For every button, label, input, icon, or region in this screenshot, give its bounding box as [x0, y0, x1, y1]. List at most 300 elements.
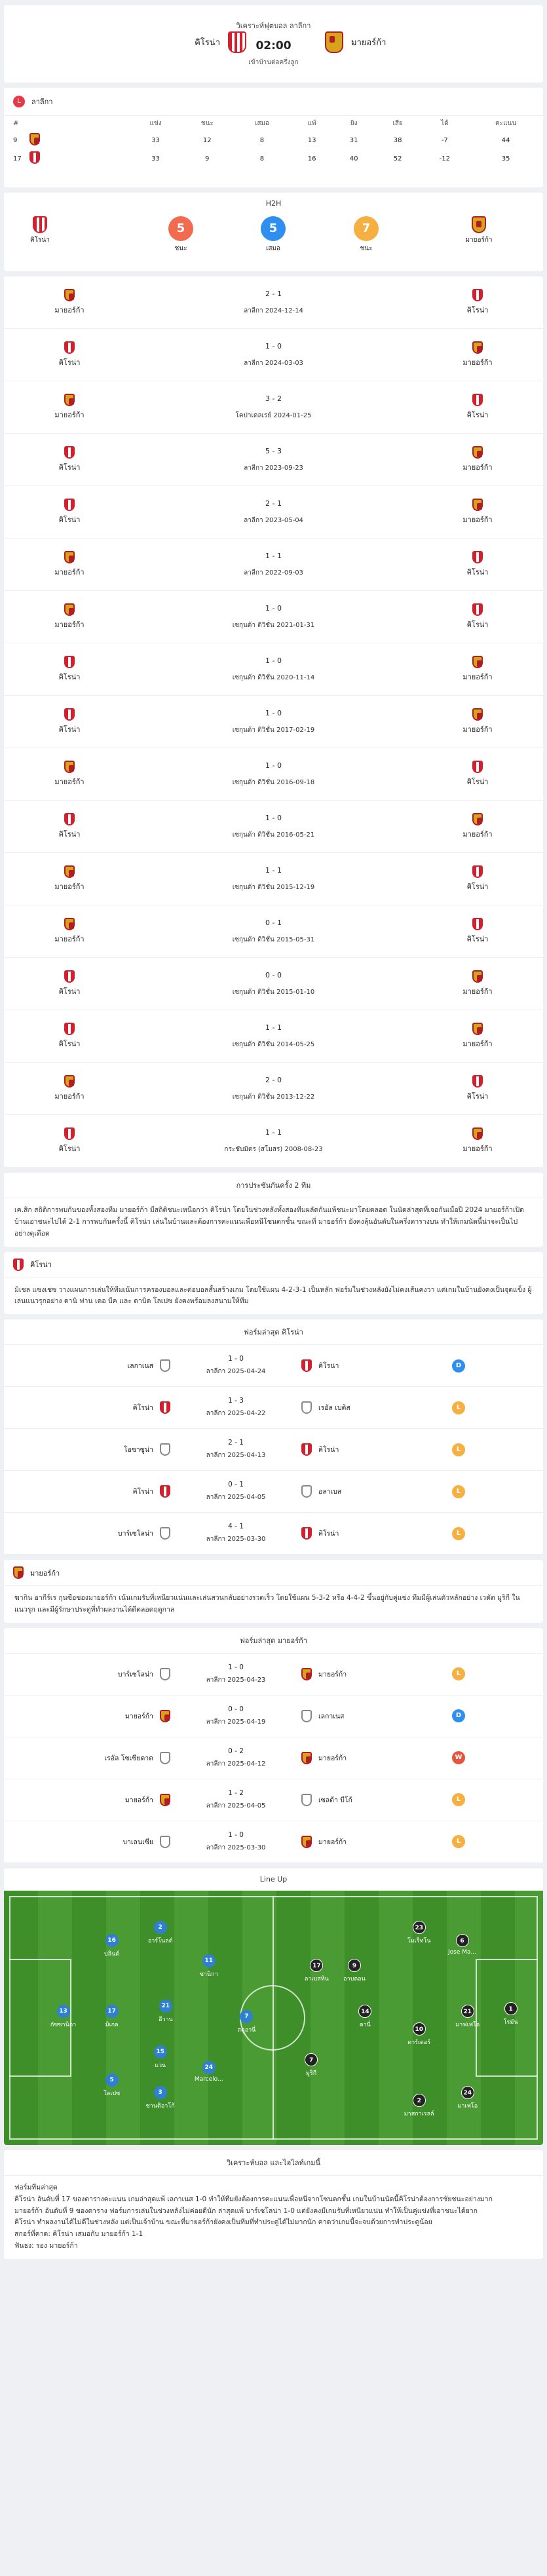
player-marker[interactable] — [288, 2053, 334, 2077]
form-match-score: 0 - 2 — [228, 1747, 244, 1755]
h2h-list — [4, 276, 543, 1167]
form-match-away — [301, 1401, 465, 1414]
mallorca-crest-icon — [64, 761, 75, 773]
h2h-match-score: 0 - 0 — [265, 970, 282, 979]
player-marker[interactable] — [396, 2022, 442, 2047]
form-match-away — [301, 1527, 465, 1540]
player-name: ซานติอาโก้ — [145, 2103, 175, 2110]
form-match-date: ลาลีกา 2025-04-13 — [206, 1452, 266, 1460]
draws-label: เสมอ — [265, 245, 281, 252]
h2h-match-center — [135, 919, 412, 945]
form-home-name: บาเลนเซีย — [123, 1838, 153, 1846]
team-crest-icon — [160, 1485, 170, 1498]
h2h-match-score: 1 - 0 — [265, 603, 282, 613]
player-marker[interactable] — [342, 2005, 388, 2029]
mallorca-crest-icon — [64, 551, 75, 563]
h2h-match-score: 1 - 1 — [265, 551, 282, 560]
h2h-match-row[interactable] — [4, 1063, 543, 1115]
away-team[interactable] — [325, 31, 430, 53]
h2h-match-score: 1 - 0 — [265, 341, 282, 350]
h2h-match-score: 2 - 1 — [265, 289, 282, 298]
pitch — [4, 1891, 543, 2145]
h2h-match-row[interactable] — [4, 1010, 543, 1063]
result-badge: L — [452, 1443, 465, 1456]
h2h-match-home — [4, 446, 135, 473]
home-info — [4, 1252, 543, 1315]
player-name: มูริกี — [306, 2070, 317, 2077]
h2h-match-row[interactable] — [4, 958, 543, 1010]
h2h-match-date: ลาลีกา 2024-12-14 — [244, 307, 303, 314]
player-name: โรมัน — [503, 2019, 518, 2026]
form-match-row[interactable] — [4, 1779, 543, 1821]
form-match-row[interactable] — [4, 1654, 543, 1695]
home-wins-count: 5 — [168, 216, 193, 241]
prediction — [4, 2150, 543, 2259]
h2h-match-date: โคปาเดลเรย์ 2024-01-25 — [235, 411, 312, 419]
h2h-match-home — [4, 708, 135, 735]
h2h-match-score: 1 - 0 — [265, 813, 282, 822]
h2h-match-home — [4, 918, 135, 945]
h2h-match-score: 2 - 0 — [265, 1075, 282, 1084]
form-match-home — [13, 1359, 170, 1372]
form-match-score: 0 - 0 — [228, 1705, 244, 1713]
player-name: สตูอานี่ — [237, 2026, 256, 2034]
form-match-away — [301, 1667, 465, 1680]
h2h-match-away — [412, 551, 543, 578]
away-wins-count: 7 — [354, 216, 379, 241]
girona-crest-icon — [64, 446, 75, 459]
girona-crest-icon — [472, 1075, 483, 1088]
player-name: Marcelo... — [194, 2075, 223, 2083]
h2h-match-home-name: คิโรน่า — [58, 1040, 81, 1048]
h2h-match-row[interactable] — [4, 905, 543, 958]
player-marker[interactable] — [396, 2094, 442, 2118]
form-match-row[interactable] — [4, 1737, 543, 1779]
girona-crest-icon — [64, 970, 75, 983]
h2h-match-date: เซกุนด้า ดิวิชั่น 2016-09-18 — [232, 778, 315, 786]
away-info-header — [4, 1560, 543, 1586]
player-name: อาร์โนลด์ — [147, 1938, 173, 1945]
h2h-match-away — [412, 289, 543, 316]
form-home-name: บาร์เซโลน่า — [117, 1670, 153, 1678]
team-crest-icon — [160, 1401, 170, 1414]
h2h-match-center — [135, 814, 412, 840]
h2h-match-away — [412, 865, 543, 892]
team-crest-icon — [301, 1794, 312, 1806]
h2h-match-home-name: มายอร์ก้า — [54, 306, 85, 314]
standings-row[interactable] — [4, 131, 543, 149]
h2h-match-row[interactable] — [4, 748, 543, 801]
h2h-match-date: เซกุนด้า ดิวิชั่น 2016-05-21 — [232, 831, 315, 839]
h2h-match-away-name: มายอร์ก้า — [462, 463, 493, 472]
player-marker[interactable] — [41, 2005, 86, 2029]
girona-crest-icon — [472, 918, 483, 930]
form-match-center — [170, 1355, 301, 1376]
standings-cell-gf: 31 — [349, 136, 358, 144]
player-marker[interactable] — [186, 1954, 232, 1979]
standings-cell-ga: 38 — [393, 136, 402, 144]
h2h-match-score: 3 - 2 — [265, 394, 282, 403]
form-match-center — [170, 1747, 301, 1769]
h2h-match-center — [135, 290, 412, 316]
h2h-match-date: ลาลีกา 2024-03-03 — [244, 359, 303, 367]
h2h-home-name: คิโรน่า — [30, 237, 50, 244]
standings-cell-gd: -12 — [439, 155, 450, 162]
form-match-row[interactable] — [4, 1387, 543, 1429]
team-crest-icon — [160, 1752, 170, 1764]
h2h-match-score: 1 - 0 — [265, 708, 282, 717]
h2h-match-home-name: คิโรน่า — [58, 1145, 81, 1153]
form-match-date: ลาลีกา 2025-04-05 — [206, 1802, 266, 1809]
player-marker[interactable] — [488, 2002, 534, 2026]
form-match-center — [170, 1831, 301, 1853]
player-number: 10 — [413, 2022, 426, 2036]
form-home-name: เลกาเนส — [127, 1362, 153, 1371]
h2h-match-row[interactable] — [4, 486, 543, 539]
team-crest-icon — [160, 1527, 170, 1540]
mallorca-crest-icon — [64, 603, 75, 616]
draws-count: 5 — [261, 216, 286, 241]
player-marker[interactable] — [223, 2010, 269, 2034]
h2h-match-home-name: มายอร์ก้า — [54, 411, 85, 419]
h2h-match-home — [4, 289, 135, 316]
player-number: 5 — [105, 2074, 119, 2087]
h2h-match-away — [412, 970, 543, 997]
standings-cell-crest — [26, 149, 130, 168]
form-away-name: คิโรน่า — [318, 1446, 339, 1454]
mallorca-crest-icon — [472, 656, 483, 668]
player-number: 1 — [504, 2002, 518, 2015]
result-badge: D — [452, 1709, 465, 1722]
player-marker[interactable] — [440, 1934, 485, 1956]
player-marker[interactable] — [138, 2086, 183, 2110]
h2h-match-away — [412, 1127, 543, 1154]
form-match-center — [170, 1481, 301, 1502]
form-away-name: มายอร์ก้า — [318, 1838, 347, 1846]
form-match-center — [170, 1397, 301, 1418]
h2h-match-row[interactable] — [4, 329, 543, 381]
h2h-match-home-name: มายอร์ก้า — [54, 1092, 85, 1101]
player-name: ซานิกา — [199, 1971, 218, 1978]
standings-row[interactable] — [4, 149, 543, 168]
lineup-title: Line Up — [4, 1868, 543, 1891]
player-marker[interactable] — [331, 1959, 377, 1983]
standings-card — [4, 88, 543, 187]
h2h-match-home-name: มายอร์ก้า — [54, 778, 85, 786]
form-match-score: 1 - 2 — [228, 1789, 244, 1797]
form-match-center — [170, 1439, 301, 1460]
player-name: อาบดอน — [343, 1976, 366, 1983]
standings-cell-pts: 35 — [501, 155, 510, 162]
match-header — [4, 5, 543, 83]
form-match-score: 4 - 1 — [228, 1523, 244, 1531]
standings-cell-l: 13 — [307, 136, 316, 144]
h2h-match-home-name: คิโรน่า — [58, 987, 81, 996]
h2h-match-date: เซกุนด้า ดิวิชั่น 2014-05-25 — [232, 1040, 315, 1048]
standings-cell-played: 33 — [151, 155, 160, 162]
h2h-match-row[interactable] — [4, 276, 543, 329]
away-team-name: มายอร์ก้า — [351, 38, 387, 48]
player-marker[interactable] — [138, 1921, 183, 1945]
form-match-center — [170, 1663, 301, 1685]
form-match-center — [170, 1523, 301, 1544]
h2h-match-row[interactable] — [4, 1115, 543, 1167]
h2h-match-away-name: คิโรน่า — [466, 620, 489, 629]
h2h-match-score: 1 - 1 — [265, 865, 282, 875]
h2h-match-home — [4, 970, 135, 997]
standings-cell-l: 16 — [307, 155, 316, 162]
girona-crest-icon — [64, 499, 75, 511]
player-marker[interactable] — [89, 2074, 135, 2098]
standings-cell-pos: 9 — [13, 136, 18, 144]
h2h-match-center — [135, 866, 412, 892]
h2h-match-row[interactable] — [4, 539, 543, 591]
mallorca-crest-icon — [472, 970, 483, 983]
player-number: 21 — [461, 2005, 474, 2018]
prediction-body — [4, 2176, 543, 2259]
player-name: กัซซานิกา — [50, 2022, 77, 2029]
home-info-name: คิโรน่า — [30, 1260, 52, 1270]
h2h-home-wins — [158, 216, 204, 254]
form-match-score: 1 - 0 — [228, 1663, 244, 1671]
result-badge: L — [452, 1527, 465, 1540]
h2h-match-home-name: คิโรน่า — [58, 463, 81, 472]
player-marker[interactable] — [445, 2005, 491, 2029]
h2h-match-score: 1 - 0 — [265, 656, 282, 665]
prediction-title: วิเคราะห์บอล และไฮไลท์เกมนี้ — [4, 2150, 543, 2176]
player-name: Jose Ma... — [447, 1948, 477, 1956]
h2h-match-row[interactable] — [4, 696, 543, 748]
girona-crest-icon — [472, 551, 483, 563]
mallorca-crest-icon — [64, 394, 75, 406]
h2h-match-row[interactable] — [4, 434, 543, 486]
h2h-match-home — [4, 813, 135, 840]
form-match-row[interactable] — [4, 1429, 543, 1471]
h2h-match-away — [412, 603, 543, 630]
h2h-match-row[interactable] — [4, 853, 543, 905]
player-marker[interactable] — [89, 1934, 135, 1958]
player-number: 3 — [154, 2086, 167, 2099]
prediction-text-4: คิโรน่า ทำผลงานได้ไม่ดีในช่วงหลัง แต่เป็นเจ้าบ้าน ขณะที่มายอร์ก้ายังคงเป็นทีมที่ทำประตูได้ไม่มากนัก คาดว่าเกมนี้จะจบด้วยการทำประตูน้อย — [14, 2218, 432, 2227]
h2h-match-home — [4, 603, 135, 630]
team-crest-icon — [301, 1836, 312, 1848]
h2h-match-away-name: คิโรน่า — [466, 1092, 489, 1101]
form-match-away — [301, 1359, 465, 1373]
team-crest-icon — [301, 1668, 312, 1680]
form-home-name: บาร์เซโลน่า — [117, 1530, 153, 1538]
away-info-text: ฆากิน อากีร์เร กุนซือของมายอร์ก้า เน้นเกมรับที่เหนียวแน่นและเล่นสวนกลับอย่างรวดเร็ว โดยใช้แผน 5-3-2 หรือ 4-4-2 ขึ้นอยู่กับคู่แข่ง ทีมมีผู้เล่นตัวหลักอย่าง เวดัต มูริกี ในแนวรุก และมีผู้รักษาประตูที่ทำผลงานได้ดีตลอดฤดูกาล — [14, 1594, 520, 1614]
form-match-row[interactable] — [4, 1345, 543, 1387]
h2h-match-home — [4, 761, 135, 787]
h2h-match-away-name: มายอร์ก้า — [462, 516, 493, 524]
result-badge: L — [452, 1667, 465, 1680]
standings-col-header — [26, 116, 130, 131]
h2h-match-away — [412, 394, 543, 421]
h2h-match-row[interactable] — [4, 801, 543, 853]
h2h-match-score: 1 - 1 — [265, 1127, 282, 1137]
form-match-row[interactable] — [4, 1471, 543, 1513]
away-info-name: มายอร์ก้า — [30, 1568, 60, 1578]
team-crest-icon — [301, 1401, 312, 1414]
h2h-match-home — [4, 1023, 135, 1050]
standings-col-header: เสมอ — [254, 120, 270, 127]
player-marker[interactable] — [396, 1921, 442, 1945]
home-info-text: มิเชล แซงเชซ วางแผนการเล่นให้ทีมเน้นการครองบอลและต่อบอลสั้นสร้างเกม โดยใช้แผน 4-2-3-1 เป็นหลัก ฟอร์มในช่วงหลังยังไม่คงเส้นคงวา แต่เกมในบ้านยังคงเป็นจุดแข็ง ผู้เล่นแนวรุกอย่าง ดานิ ฟาน เดอ บีค และ ดาบิด โลเปซ ยังคงพร้อมลงสนามให้ทีม — [14, 1285, 532, 1306]
h2h-away-name: มายอร์ก้า — [465, 237, 493, 244]
h2h-match-away-name: มายอร์ก้า — [462, 673, 493, 681]
player-name: โมเร็ทโน — [407, 1938, 431, 1945]
player-name: อีวาน — [159, 2017, 173, 2024]
h2h-match-row[interactable] — [4, 591, 543, 643]
result-badge: L — [452, 1835, 465, 1848]
mallorca-crest-icon — [472, 813, 483, 825]
player-name: แวน — [155, 2062, 166, 2070]
form-match-home — [13, 1527, 170, 1540]
standings-col-header: ยิง — [350, 120, 358, 127]
form-match-row[interactable] — [4, 1513, 543, 1555]
league-name: ลาลีกา — [31, 98, 53, 106]
standings-cell-pts: 44 — [501, 136, 510, 144]
girona-crest-icon — [472, 865, 483, 878]
h2h-match-center — [135, 709, 412, 735]
mallorca-crest-icon — [64, 865, 75, 878]
standings-col-header: แข่ง — [149, 120, 162, 127]
mallorca-crest-icon — [472, 216, 486, 233]
h2h-match-away — [412, 761, 543, 787]
player-number: 24 — [202, 2061, 216, 2074]
girona-crest-icon — [64, 341, 75, 354]
player-number: 9 — [348, 1959, 361, 1972]
standings-cell-d: 8 — [259, 136, 265, 144]
handicap-status: เข้าบ้านต่อครึ่งลูก — [248, 59, 299, 66]
form-match-home — [13, 1443, 170, 1456]
player-name: มิเกล — [105, 2022, 119, 2029]
h2h-match-away-name: มายอร์ก้า — [462, 1040, 493, 1048]
form-match-home — [13, 1794, 170, 1806]
form-match-date: ลาลีกา 2025-04-19 — [206, 1718, 266, 1726]
h2h-match-away-name: มายอร์ก้า — [462, 358, 493, 367]
player-marker[interactable] — [138, 2045, 183, 2070]
h2h-match-home — [4, 656, 135, 683]
team-crest-icon — [160, 1443, 170, 1456]
player-name: ดาร์เดอร์ — [407, 2039, 431, 2047]
h2h-match-away-name: คิโรน่า — [466, 306, 489, 314]
h2h-match-row[interactable] — [4, 381, 543, 434]
player-number: 13 — [57, 2005, 70, 2018]
standings-col-header: แพ้ — [307, 120, 316, 127]
form-match-score: 2 - 1 — [228, 1439, 244, 1447]
player-name: มาเฟโอ — [457, 2103, 478, 2110]
form-match-home — [13, 1752, 170, 1764]
h2h-match-center — [135, 394, 412, 421]
standings-cell-crest — [26, 131, 130, 149]
h2h-match-center — [135, 499, 412, 525]
h2h-match-date: ลาลีกา 2023-05-04 — [244, 516, 303, 524]
girona-crest-icon — [64, 813, 75, 825]
home-info-header — [4, 1252, 543, 1278]
h2h-match-date: เซกุนด้า ดิวิชั่น 2017-02-19 — [232, 726, 315, 734]
h2h-match-away — [412, 918, 543, 945]
h2h-match-away — [412, 499, 543, 525]
form-match-away — [301, 1709, 465, 1722]
form-match-away — [301, 1443, 465, 1456]
standings-col-header: คะแนน — [495, 120, 517, 127]
home-team-name: คิโรน่า — [195, 38, 220, 48]
mallorca-crest-icon — [64, 918, 75, 930]
form-match-row[interactable] — [4, 1821, 543, 1863]
lineup — [4, 1868, 543, 2145]
h2h-match-away — [412, 708, 543, 735]
h2h-match-row[interactable] — [4, 643, 543, 696]
form-match-row[interactable] — [4, 1695, 543, 1737]
standings-cell-d: 8 — [259, 155, 265, 162]
player-marker[interactable] — [89, 2005, 135, 2029]
h2h-title: H2H — [265, 199, 282, 208]
form-match-score: 1 - 0 — [228, 1355, 244, 1363]
form-match-date: ลาลีกา 2025-04-23 — [206, 1676, 266, 1684]
player-number: 6 — [456, 1934, 469, 1947]
h2h-match-center — [135, 1128, 412, 1154]
h2h-match-away — [412, 656, 543, 683]
h2h-match-date: เซกุนด้า ดิวิชั่น 2015-12-19 — [232, 883, 315, 891]
form-match-away — [301, 1835, 465, 1848]
laliga-icon: L — [13, 96, 25, 107]
player-marker[interactable] — [143, 1999, 189, 2024]
player-number: 2 — [154, 1921, 167, 1934]
team-crest-icon — [301, 1710, 312, 1722]
h2h-match-date: เซกุนด้า ดิวิชั่น 2013-12-22 — [232, 1093, 315, 1101]
girona-crest-icon — [472, 761, 483, 773]
form-match-home — [13, 1485, 170, 1498]
form-match-date: ลาลีกา 2025-04-05 — [206, 1494, 266, 1502]
player-name: โลเปซ — [103, 2090, 121, 2097]
girona-crest-icon — [33, 216, 47, 233]
form-match-score: 1 - 0 — [228, 1830, 244, 1839]
h2h-draws — [250, 216, 296, 254]
form-match-date: ลาลีกา 2025-03-30 — [206, 1844, 266, 1851]
player-number: 7 — [305, 2053, 318, 2066]
player-name: มาฟเฟโอ — [455, 2022, 480, 2029]
result-badge: L — [452, 1401, 465, 1414]
h2h-match-away — [412, 813, 543, 840]
h2h-match-away — [412, 446, 543, 473]
form-away-name: คิโรน่า — [318, 1530, 339, 1538]
standings-col-header: ได้ — [441, 120, 449, 127]
h2h-match-center — [135, 447, 412, 473]
h2h-match-away-name: มายอร์ก้า — [462, 987, 493, 996]
h2h-match-score: 5 - 3 — [265, 446, 282, 455]
player-number: 14 — [358, 2005, 371, 2018]
standings-col-header: ชนะ — [200, 120, 214, 127]
form-match-score: 0 - 1 — [228, 1481, 244, 1489]
h2h-match-home-name: คิโรน่า — [58, 516, 81, 524]
standings-cell-ga: 52 — [393, 155, 402, 162]
h2h-match-away-name: คิโรน่า — [466, 882, 489, 891]
player-marker[interactable] — [445, 2086, 491, 2110]
player-marker[interactable] — [186, 2061, 232, 2083]
prediction-score: สกอร์ที่คาด: คิโรน่า เสมอกับ มายอร์ก้า 1-1 — [14, 2230, 143, 2239]
away-info — [4, 1560, 543, 1623]
girona-crest-icon — [64, 1127, 75, 1140]
h2h-match-score: 2 - 1 — [265, 499, 282, 508]
standings-col-header: # — [13, 120, 19, 127]
form-away-name: คิโรน่า — [318, 1362, 339, 1371]
form-match-away — [301, 1793, 465, 1806]
girona-crest-icon — [472, 394, 483, 406]
h2h-match-center — [135, 656, 412, 683]
h2h-match-center — [135, 604, 412, 630]
h2h-match-home-name: คิโรน่า — [58, 725, 81, 734]
